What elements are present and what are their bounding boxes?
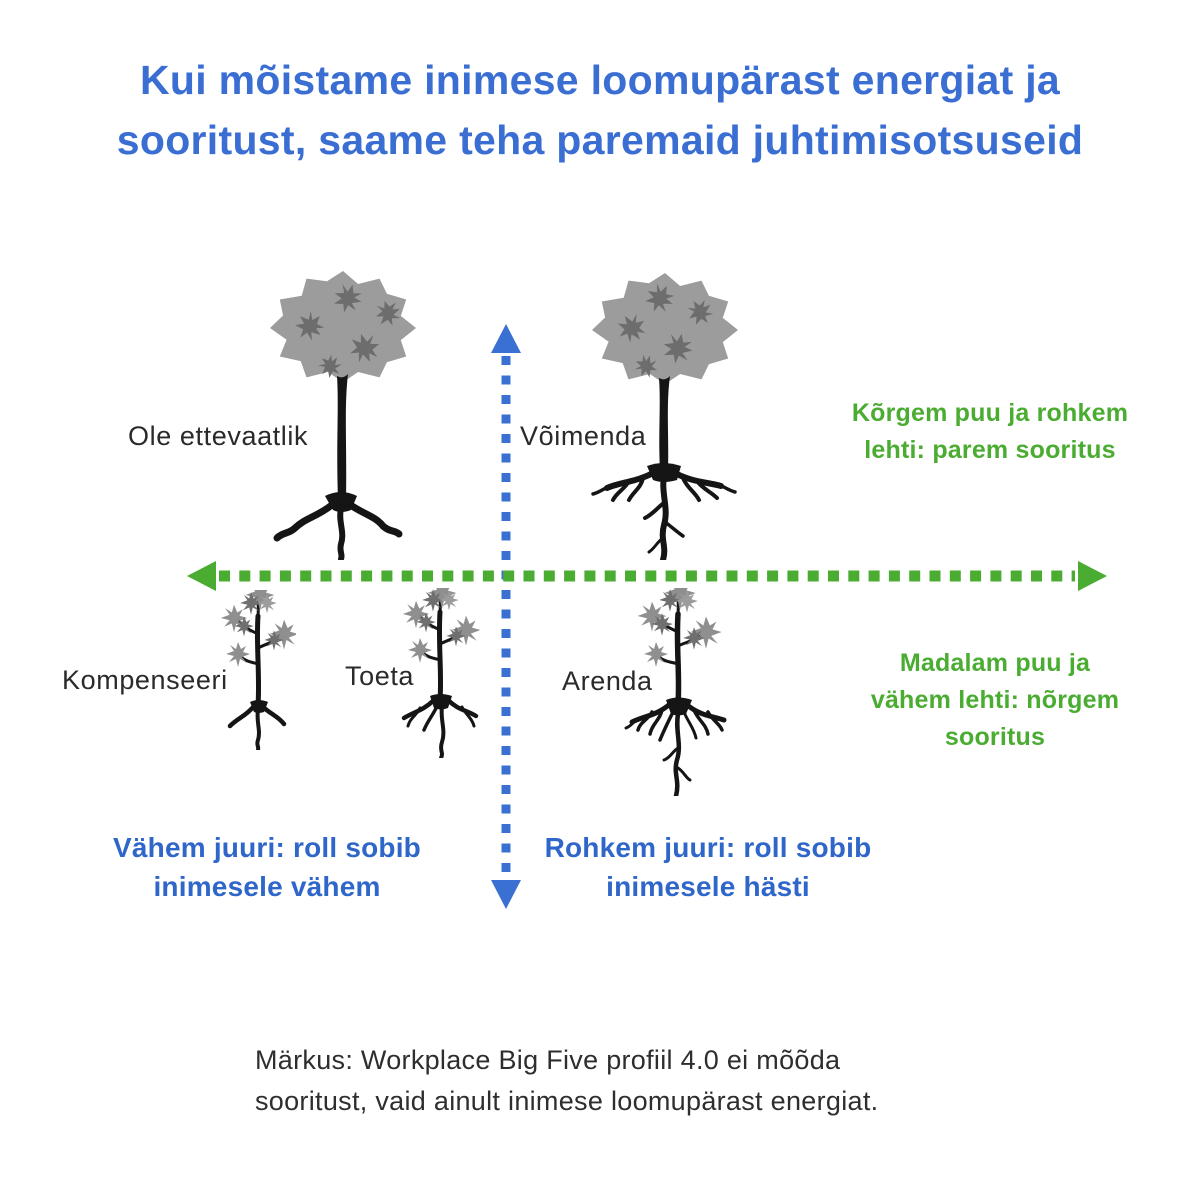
page-title-line: Kui mõistame inimese loomupärast energiat ja — [139, 57, 1061, 103]
annotation-taller-tree: Kõrgem puu ja rohkem lehti: parem sooritus — [851, 399, 1129, 464]
annotation-fewer-roots: Vähem juuri: roll sobib inimesele vähem — [113, 832, 421, 902]
label-ole-ettevaatlik: Ole ettevaatlik — [128, 421, 309, 451]
label-kompenseeri: Kompenseeri — [62, 665, 228, 695]
vertical-axis — [491, 324, 521, 909]
left-arrow-icon — [187, 561, 216, 591]
tall-tree-many-roots-icon — [585, 270, 745, 560]
sapling-few-roots-icon — [220, 590, 296, 750]
label-arenda: Arenda — [562, 666, 653, 696]
horizontal-axis — [187, 561, 1107, 591]
footnote: Märkus: Workplace Big Five profiil 4.0 ei mõõda sooritust, vaid ainult inimese loomupärast energiat. — [255, 1045, 879, 1116]
tall-tree-few-roots-icon — [253, 268, 433, 560]
annotation-more-roots: Rohkem juuri: roll sobib inimesele hästi — [544, 832, 872, 902]
down-arrow-icon — [491, 880, 521, 909]
label-toeta: Toeta — [345, 661, 415, 691]
right-arrow-icon — [1078, 561, 1107, 591]
annotation-shorter-tree: Madalam puu ja vähem lehti: nõrgem sooritus — [870, 649, 1120, 751]
page-title — [0, 50, 1200, 170]
up-arrow-icon — [491, 324, 521, 353]
page-title-line: sooritust, saame teha paremaid juhtimisotsuseid — [116, 117, 1084, 163]
label-voimenda: Võimenda — [520, 421, 647, 451]
